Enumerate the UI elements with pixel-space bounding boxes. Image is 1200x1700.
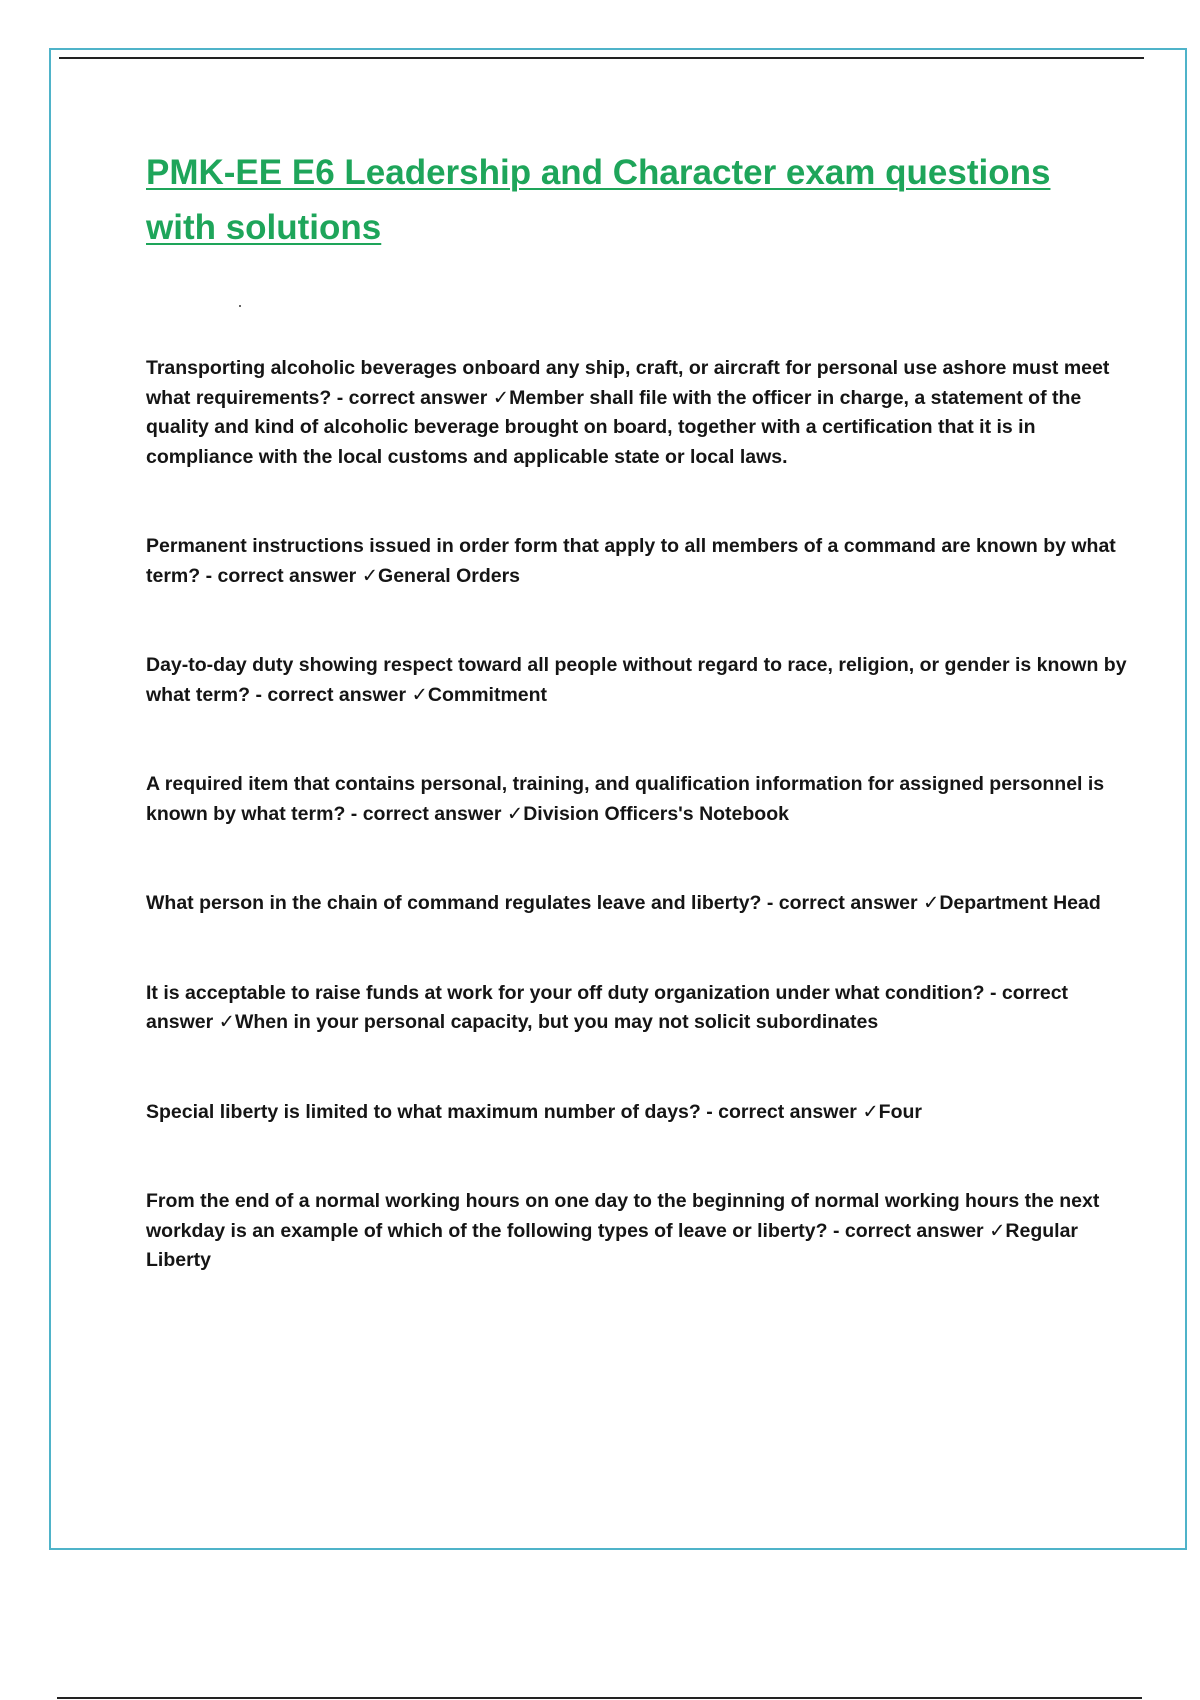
answer-text: Department Head — [939, 892, 1101, 914]
answer-prefix: - correct answer — [146, 981, 1069, 1033]
qa-list — [146, 354, 1136, 1336]
checkmark-icon: ✓ — [922, 892, 940, 914]
answer-prefix: - correct answer — [255, 683, 407, 706]
top-rule — [59, 57, 1144, 59]
question-text: Special liberty is limited to what maximum number of days? — [146, 1100, 701, 1123]
checkmark-icon: ✓ — [492, 386, 510, 409]
answer-text: Four — [878, 1100, 922, 1123]
qa-item — [146, 651, 1136, 710]
checkmark-icon: ✓ — [989, 1219, 1006, 1242]
question-text: Permanent instructions issued in order form that apply to all members of a command are known by what term? — [146, 535, 1116, 587]
qa-item — [146, 354, 1136, 472]
checkmark-icon: ✓ — [411, 683, 428, 706]
answer-prefix: - correct answer — [766, 892, 918, 914]
qa-item — [146, 889, 1136, 919]
page-frame — [49, 48, 1187, 1550]
answer-prefix: - correct answer — [336, 386, 488, 409]
qa-item — [146, 979, 1136, 1038]
checkmark-icon: ✓ — [506, 802, 524, 825]
answer-prefix: - correct answer — [205, 564, 357, 587]
qa-item — [146, 1098, 1136, 1128]
answer-prefix: - correct answer — [350, 802, 502, 825]
answer-text: General Orders — [378, 564, 521, 587]
answer-prefix: - correct answer — [706, 1100, 857, 1123]
checkmark-icon: ✓ — [218, 1011, 235, 1033]
question-text: From the end of a normal working hours on one day to the beginning of normal working hours the next workday is an example of which of the following types of leave or liberty? — [146, 1190, 1100, 1242]
question-text: It is acceptable to raise funds at work for your off duty organization under what condition? — [146, 981, 985, 1004]
answer-text: Commitment — [427, 683, 548, 706]
question-text: What person in the chain of command regulates leave and liberty? — [146, 892, 762, 914]
question-text: Transporting alcoholic beverages onboard any ship, craft, or aircraft for personal use ashore must meet what requirements? — [146, 357, 1110, 409]
document-title: PMK-EE E6 Leadership and Character exam questions with solutions — [146, 153, 1051, 247]
question-text: Day-to-day duty showing respect toward all people without regard to race, religion, or gender is known by what term? — [146, 654, 1127, 706]
qa-item — [146, 532, 1136, 591]
question-text: A required item that contains personal, training, and qualification information for assigned personnel is known by what term? — [146, 773, 1105, 825]
answer-text: Division Officers's Notebook — [523, 802, 789, 825]
qa-item — [146, 1187, 1136, 1276]
answer-prefix: - correct answer — [832, 1219, 984, 1242]
answer-text: Member shall file with the officer in charge, a statement of the quality and kind of alcoholic beverage brought on board, together with a certification that it is in compliance with the local customs and applicable state or local laws. — [146, 386, 1082, 468]
stray-dot — [239, 305, 241, 307]
checkmark-icon: ✓ — [361, 564, 379, 587]
answer-text: Regular Liberty — [146, 1219, 1079, 1271]
answer-text: When in your personal capacity, but you may not solicit subordinates — [234, 1011, 879, 1033]
qa-item — [146, 770, 1136, 829]
bottom-rule — [57, 1697, 1142, 1699]
checkmark-icon: ✓ — [862, 1100, 879, 1123]
